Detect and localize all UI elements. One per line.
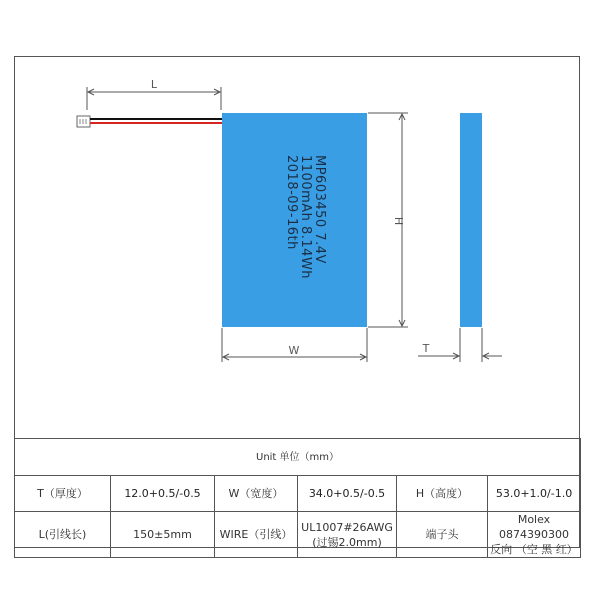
terminal-orientation: 反向 （空 黑 红） xyxy=(490,543,578,556)
width-label: W xyxy=(288,344,300,357)
unit-header-row xyxy=(15,439,581,476)
dimensions-row xyxy=(15,476,581,512)
terminal-part-number: Molex 0874390300 xyxy=(499,513,570,541)
thickness-value-cell: 12.0+0.5/-0.5 xyxy=(111,476,215,512)
battery-side-view xyxy=(460,113,482,327)
thickness-label-cell: T（厚度） xyxy=(15,476,111,512)
wire-spec: UL1007#26AWG xyxy=(301,520,393,534)
lead-length-value-cell: 150±5mm xyxy=(111,512,215,558)
height-value-cell: 53.0+1.0/-1.0 xyxy=(488,476,581,512)
terminal-value-cell xyxy=(488,512,581,558)
width-label-cell: W（宽度） xyxy=(215,476,298,512)
unit-header: Unit 单位（mm） xyxy=(15,439,581,476)
spec-table xyxy=(14,438,581,558)
wire-value-cell xyxy=(298,512,397,558)
thickness-dimension xyxy=(418,328,502,362)
wire-label-cell: WIRE（引线） xyxy=(215,512,298,558)
battery-capacity-line: 1100mAh 8.14Wh xyxy=(298,155,313,280)
connector xyxy=(77,116,90,127)
terminal-label-cell: 端子头 xyxy=(397,512,488,558)
wiring-row xyxy=(15,512,581,558)
wire-tin-note: (过锡2.0mm) xyxy=(312,535,382,549)
height-label-cell: H（高度） xyxy=(397,476,488,512)
lead-wires xyxy=(90,119,222,123)
thickness-label: T xyxy=(422,342,430,355)
length-label: L xyxy=(150,78,158,91)
lead-length-label-cell: L(引线长) xyxy=(15,512,111,558)
battery-model-line: MP603450 7.4V xyxy=(312,155,327,264)
height-label: H xyxy=(392,216,405,226)
width-value-cell: 34.0+0.5/-0.5 xyxy=(298,476,397,512)
battery-date-line: 2018-09-16th xyxy=(284,155,299,250)
